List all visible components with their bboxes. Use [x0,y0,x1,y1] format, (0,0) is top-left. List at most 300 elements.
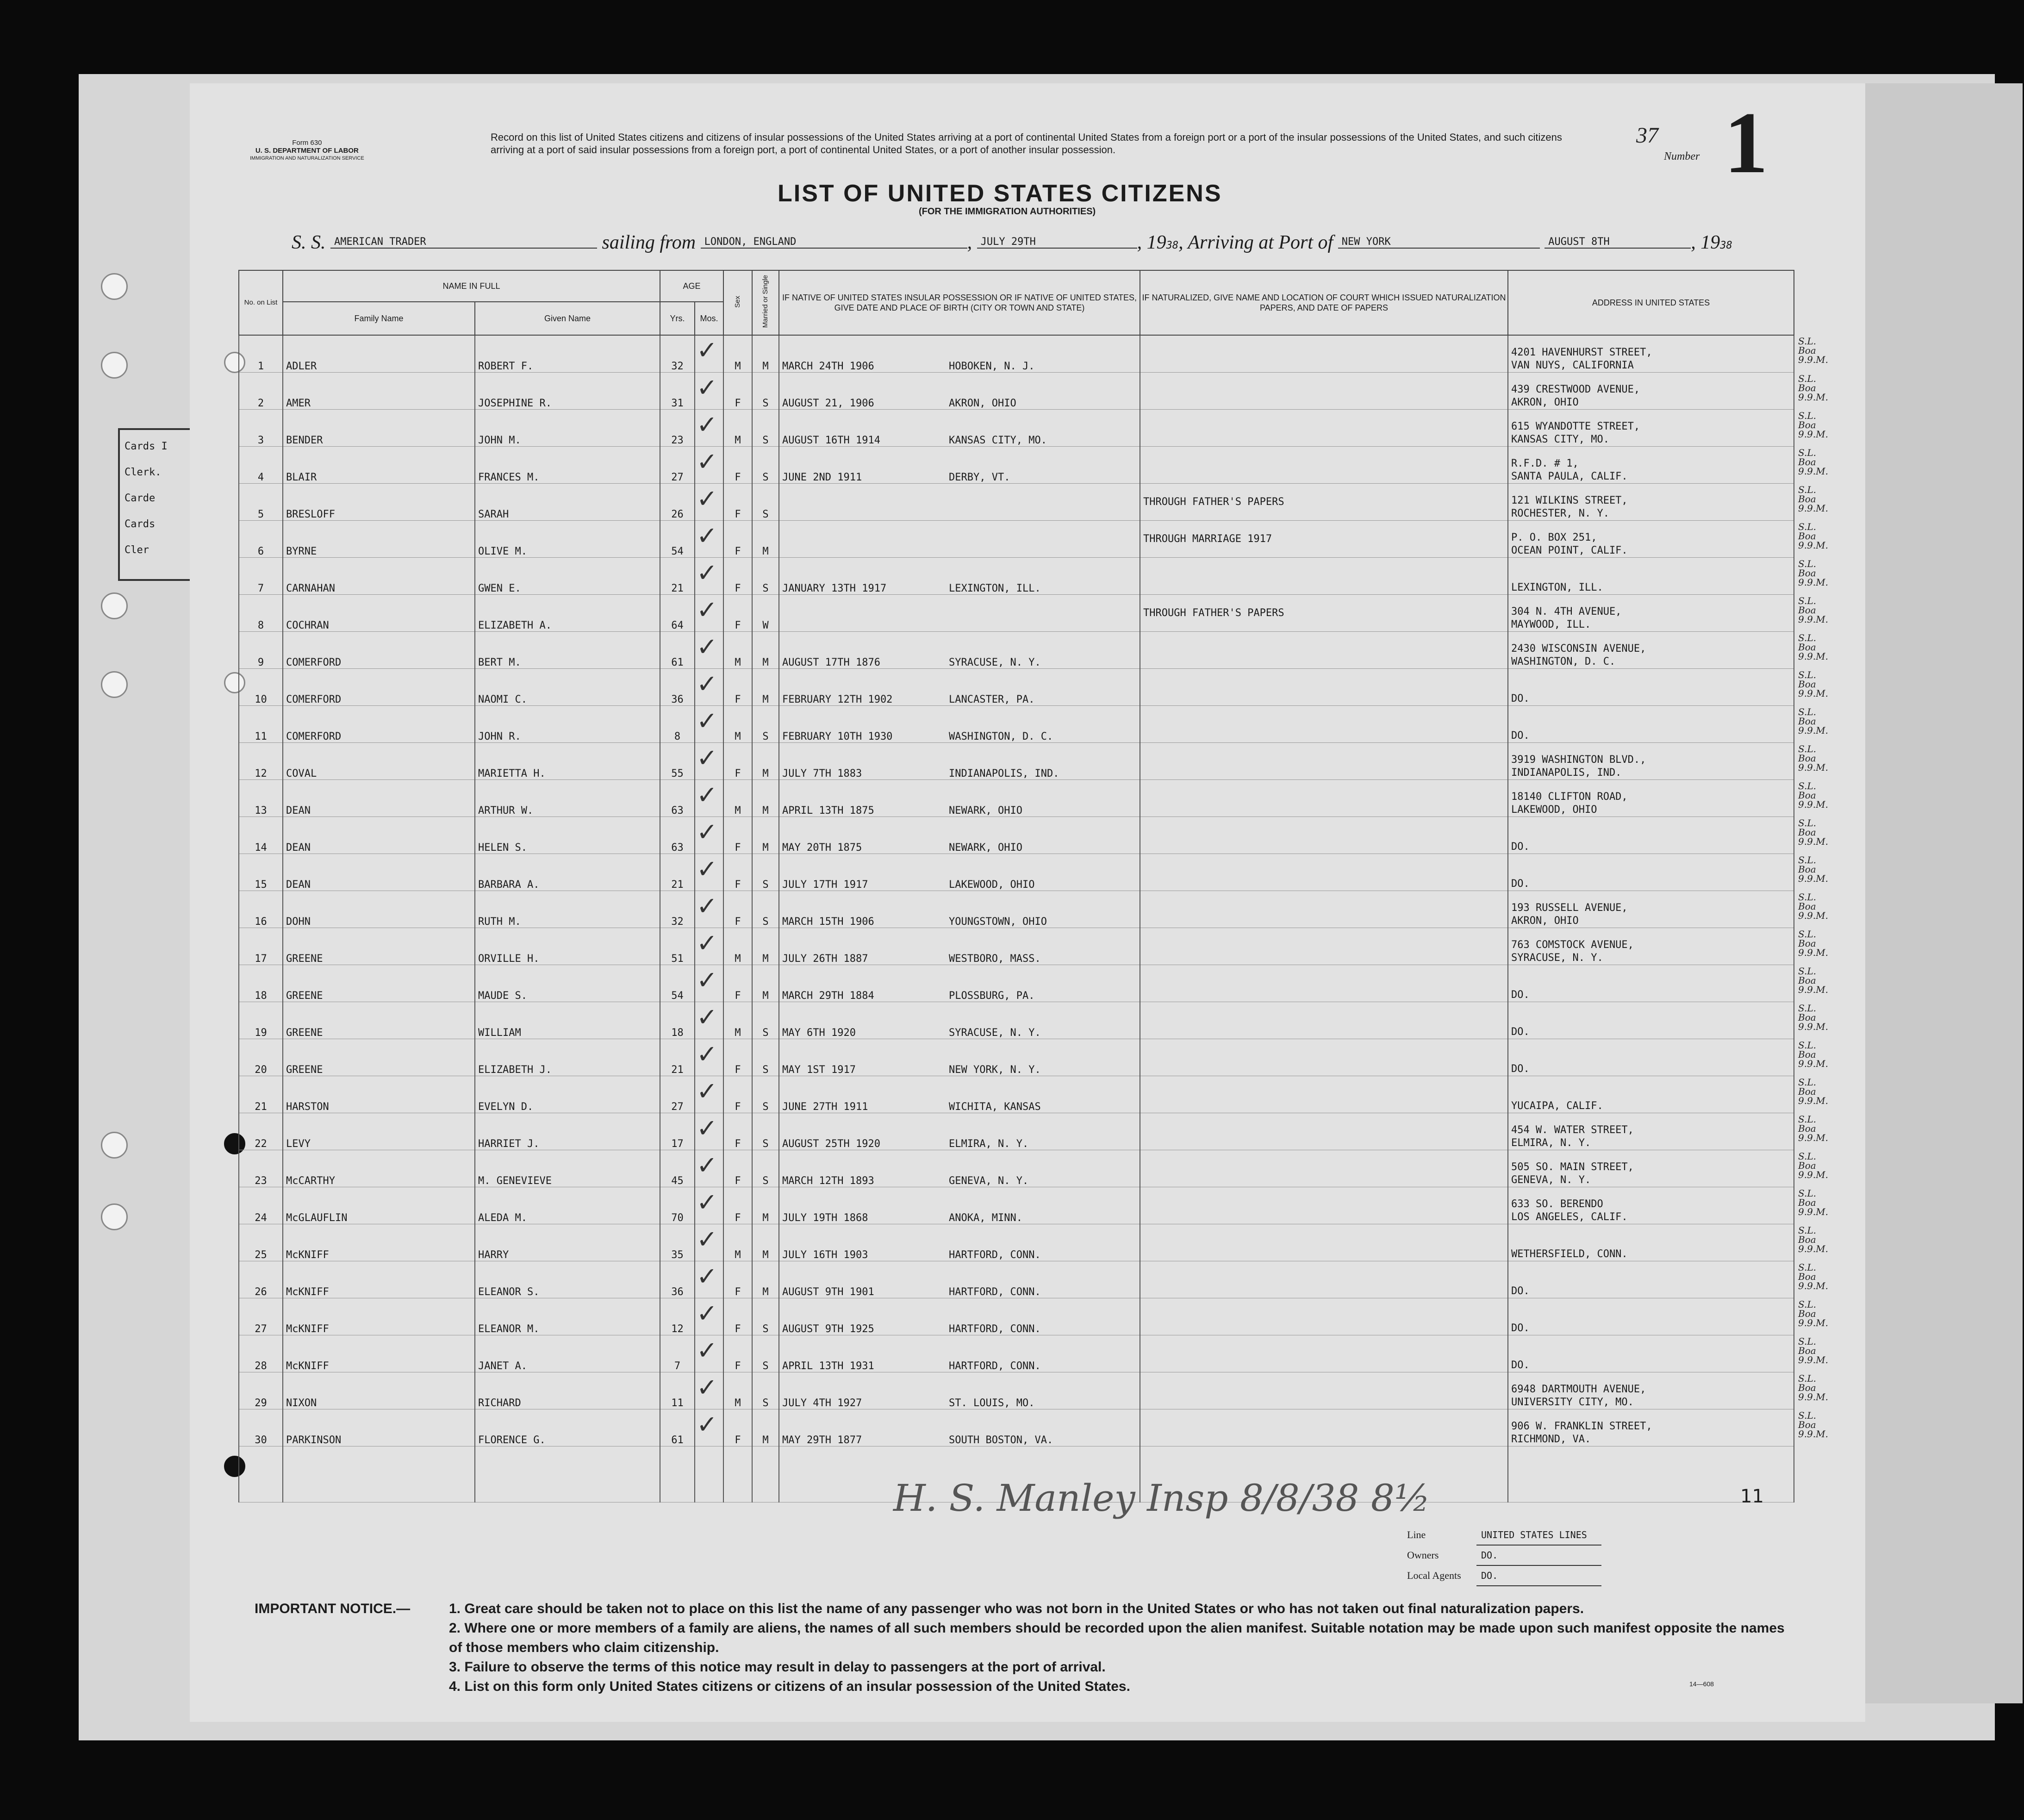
sex-label: Sex [734,295,742,308]
naturalization [1140,1002,1508,1039]
blank-cell [239,1446,283,1502]
given-name: EVELYN D. [475,1076,660,1113]
age-years: 61 [660,1409,695,1446]
col-header-name-in-full: NAME IN FULL [283,270,660,302]
address-line-2: DO. [1511,841,1530,853]
table-row [239,669,1794,706]
address-line-2: KANSAS CITY, MO. [1511,434,1609,445]
address [1508,1076,1794,1113]
sl-notation: S.L. Boa 9.9.M. [1798,854,1828,884]
age-years: 27 [660,447,695,484]
marital-status: S [752,1335,779,1372]
naturalization [1140,928,1508,965]
table-row [239,743,1794,780]
check-mark: ✓ [697,410,718,439]
sex: F [723,1187,752,1224]
address-line-2: VAN NUYS, CALIFORNIA [1511,360,1634,371]
age-years: 36 [660,669,695,706]
birth-date: AUGUST 17TH 1876 [782,657,880,668]
birth-info [779,743,1140,780]
age-years: 27 [660,1076,695,1113]
birth-info [779,1113,1140,1150]
birth-place: INDIANAPOLIS, IND. [949,768,1059,779]
sl-notation: S.L. Boa 9.9.M. [1798,891,1828,921]
row-number: 21 [239,1076,283,1113]
sex: F [723,1076,752,1113]
address [1508,743,1794,780]
col-header-birth: IF NATIVE OF UNITED STATES INSULAR POSSESSION OR IF NATIVE OF UNITED STATES, GIVE DATE AND PLACE OF BIRTH (CITY OR TOWN AND STATE) [779,270,1140,335]
sex: F [723,484,752,521]
address-line-1: P. O. BOX 251, [1511,532,1597,543]
marital-status: S [752,1150,779,1187]
given-name: OLIVE M. [475,521,660,558]
sl-notation: S.L. Boa 9.9.M. [1798,447,1828,477]
row-number: 19 [239,1002,283,1039]
marital-status: S [752,1076,779,1113]
birth-place: HARTFORD, CONN. [949,1249,1041,1261]
sl-notation: S.L. Boa 9.9.M. [1798,1299,1828,1328]
birth-date: MAY 20TH 1875 [782,842,862,854]
table-row [239,1335,1794,1372]
family-name: HARSTON [283,1076,475,1113]
age-years: 32 [660,335,695,373]
birth-info [779,558,1140,595]
address [1508,558,1794,595]
row-number: 5 [239,484,283,521]
address-line-1: 906 W. FRANKLIN STREET, [1511,1421,1652,1432]
address-line-2: DO. [1511,1063,1530,1075]
given-name: ALEDA M. [475,1187,660,1224]
address [1508,780,1794,817]
naturalization [1140,1039,1508,1076]
marital-status: S [752,410,779,447]
marital-status: M [752,965,779,1002]
sex: F [723,965,752,1002]
address [1508,817,1794,854]
given-name: NAOMI C. [475,669,660,706]
birth-info [779,669,1140,706]
family-name: COCHRAN [283,595,475,632]
given-name: FLORENCE G. [475,1409,660,1446]
marital-status: S [752,1372,779,1409]
birth-place: WESTBORO, MASS. [949,953,1041,965]
sex: M [723,1002,752,1039]
sex: F [723,743,752,780]
age-years: 21 [660,558,695,595]
birth-date: JANUARY 13TH 1917 [782,583,887,594]
marital-status: S [752,1298,779,1335]
row-number: 4 [239,447,283,484]
marital-status: S [752,706,779,743]
address [1508,1335,1794,1372]
naturalization: THROUGH MARRIAGE 1917 [1140,521,1508,558]
page-title: LIST OF UNITED STATES CITIZENS [778,180,1222,207]
given-name: JANET A. [475,1335,660,1372]
check-mark: ✓ [697,1410,718,1439]
marital-status: S [752,854,779,891]
sailing-label: sailing from [602,232,696,253]
birth-place: LANCASTER, PA. [949,694,1035,705]
check-mark: ✓ [697,743,718,773]
row-number: 16 [239,891,283,928]
address [1508,410,1794,447]
sex: M [723,928,752,965]
sex: M [723,335,752,373]
address [1508,706,1794,743]
col-header-age: AGE [660,270,723,302]
age-years: 61 [660,632,695,669]
marital-status: M [752,1187,779,1224]
sex: F [723,1113,752,1150]
sl-notation: S.L. Boa 9.9.M. [1798,373,1828,403]
family-name: NIXON [283,1372,475,1409]
naturalization [1140,447,1508,484]
birth-info [779,965,1140,1002]
row-number: 28 [239,1335,283,1372]
stamp-line: Cards I [125,441,168,452]
row-number: 26 [239,1261,283,1298]
age-years: 54 [660,521,695,558]
sl-notation: S.L. Boa 9.9.M. [1798,780,1828,810]
row-number: 17 [239,928,283,965]
birth-date: JULY 16TH 1903 [782,1249,868,1261]
col-header-sex [723,270,752,335]
given-name: ARTHUR W. [475,780,660,817]
check-mark: ✓ [697,1225,718,1254]
address-line-1: 304 N. 4TH AVENUE, [1511,606,1622,617]
check-mark: ✓ [697,854,718,884]
birth-info [779,854,1140,891]
address-line-2: RICHMOND, VA. [1511,1434,1591,1445]
naturalization: THROUGH FATHER'S PAPERS [1140,595,1508,632]
address-line-2: DO. [1511,693,1530,704]
given-name: MAUDE S. [475,965,660,1002]
row-number: 29 [239,1372,283,1409]
given-name: FRANCES M. [475,447,660,484]
family-name: McGLAUFLIN [283,1187,475,1224]
row-number: 11 [239,706,283,743]
birth-info [779,1372,1140,1409]
given-name: BARBARA A. [475,854,660,891]
row-number: 30 [239,1409,283,1446]
address [1508,1039,1794,1076]
line-row [1407,1525,1601,1546]
address [1508,335,1794,373]
line-value: UNITED STATES LINES [1476,1525,1601,1546]
row-number: 10 [239,669,283,706]
birth-place: SOUTH BOSTON, VA. [949,1434,1053,1446]
col-header-given: Given Name [475,302,660,335]
birth-place: YOUNGSTOWN, OHIO [949,916,1047,928]
address [1508,1113,1794,1150]
blank-cell [475,1446,660,1502]
birth-info [779,1150,1140,1187]
birth-place: SYRACUSE, N. Y. [949,657,1041,668]
address-line-1: 2430 WISCONSIN AVENUE, [1511,643,1646,654]
age-years: 18 [660,1002,695,1039]
address-line-2: UNIVERSITY CITY, MO. [1511,1396,1634,1408]
birth-date: AUGUST 21, 1906 [782,398,874,409]
table-row [239,1298,1794,1335]
sl-notation: S.L. Boa 9.9.M. [1798,1410,1828,1440]
naturalization [1140,1076,1508,1113]
address-line-1: 615 WYANDOTTE STREET, [1511,421,1640,432]
punch-hole [101,592,128,619]
address [1508,373,1794,410]
table-row [239,521,1794,558]
naturalization [1140,1298,1508,1335]
address [1508,928,1794,965]
table-row [239,335,1794,373]
sex: M [723,780,752,817]
marital-status: S [752,1002,779,1039]
notice-item: 1. Great care should be taken not to place on this list the name of any passenger who was not born in the United States or who has not taken out final naturalization papers. [449,1601,1584,1616]
address-line-2: SYRACUSE, N. Y. [1511,952,1603,964]
marital-status: M [752,521,779,558]
birth-date: MARCH 24TH 1906 [782,361,874,372]
birth-date: JULY 19TH 1868 [782,1212,868,1224]
birth-info [779,1409,1140,1446]
family-name: BENDER [283,410,475,447]
check-mark: ✓ [697,1077,718,1106]
marital-status: W [752,595,779,632]
marital-status: M [752,1409,779,1446]
birth-place: DERBY, VT. [949,472,1010,483]
birth-info [779,632,1140,669]
check-mark: ✓ [697,1114,718,1143]
agents-label: Local Agents [1407,1570,1461,1581]
naturalization [1140,335,1508,373]
address-line-2: WETHERSFIELD, CONN. [1511,1248,1628,1260]
port-of-departure: LONDON, ENGLAND [701,236,967,249]
birth-info [779,891,1140,928]
birth-date: FEBRUARY 10TH 1930 [782,731,893,742]
sl-notation: S.L. Boa 9.9.M. [1798,1040,1828,1069]
address-line-1: 454 W. WATER STREET, [1511,1124,1634,1136]
family-name: GREENE [283,965,475,1002]
department: U. S. DEPARTMENT OF LABOR [255,147,359,155]
sex: M [723,410,752,447]
address [1508,891,1794,928]
address-line-2: LAKEWOOD, OHIO [1511,804,1597,816]
address-line-2: DO. [1511,1359,1530,1371]
ship-name: AMERICAN TRADER [330,236,597,249]
birth-info [779,335,1140,373]
address-line-2: SANTA PAULA, CALIF. [1511,471,1628,482]
family-name: McKNIFF [283,1335,475,1372]
naturalization [1140,780,1508,817]
age-years: 31 [660,373,695,410]
birth-info [779,928,1140,965]
sex: F [723,558,752,595]
family-name: ADLER [283,335,475,373]
check-mark: ✓ [697,336,718,365]
address-line-2: ELMIRA, N. Y. [1511,1137,1591,1149]
marital-status: M [752,1224,779,1261]
birth-date: MAY 1ST 1917 [782,1064,856,1076]
year-prefix: 19 [1146,232,1166,253]
age-years: 11 [660,1372,695,1409]
address [1508,447,1794,484]
marital-status: S [752,558,779,595]
row-number: 14 [239,817,283,854]
naturalization [1140,669,1508,706]
check-mark: ✓ [697,1151,718,1180]
marital-status: M [752,743,779,780]
sex: F [723,521,752,558]
address-line-1: 6948 DARTMOUTH AVENUE, [1511,1384,1646,1395]
check-mark: ✓ [697,1003,718,1032]
number-label: Number [1664,150,1700,162]
row-number: 3 [239,410,283,447]
year-prefix: 19 [1700,232,1720,253]
naturalization [1140,854,1508,891]
row-number: 1 [239,335,283,373]
address [1508,632,1794,669]
check-mark: ✓ [697,929,718,958]
birth-place: ELMIRA, N. Y. [949,1138,1029,1150]
address [1508,1261,1794,1298]
address-line-1: 121 WILKINS STREET, [1511,495,1628,506]
birth-info [779,1039,1140,1076]
col-header-yrs: Yrs. [660,302,695,335]
row-number: 18 [239,965,283,1002]
sex: M [723,1224,752,1261]
age-years: 36 [660,1261,695,1298]
stamp-line: Carde [125,492,156,504]
given-name: BERT M. [475,632,660,669]
sl-notation: S.L. Boa 9.9.M. [1798,558,1828,588]
arriving-label: Arriving at Port of [1188,232,1333,253]
stamp-line: Cler [125,544,149,556]
given-name: HARRY [475,1224,660,1261]
notice-item: 3. Failure to observe the terms of this notice may result in delay to passengers at the port of arrival. [449,1659,1106,1675]
check-mark: ✓ [697,1373,718,1402]
col-header-address: ADDRESS IN UNITED STATES [1508,270,1794,335]
notice-heading: IMPORTANT NOTICE.— [255,1601,411,1616]
address-line-2: LEXINGTON, ILL. [1511,582,1603,593]
table-row [239,928,1794,965]
address-line-1: 18140 CLIFTON ROAD, [1511,791,1628,803]
age-years: 26 [660,484,695,521]
age-years: 54 [660,965,695,1002]
naturalization [1140,632,1508,669]
sl-notation: S.L. Boa 9.9.M. [1798,1225,1828,1254]
birth-date: JUNE 2ND 1911 [782,472,862,483]
sex: F [723,1298,752,1335]
row-number: 23 [239,1150,283,1187]
birth-date: JULY 26TH 1887 [782,953,868,965]
check-mark: ✓ [697,966,718,995]
birth-date: AUGUST 25TH 1920 [782,1138,880,1150]
family-name: BRESLOFF [283,484,475,521]
check-mark: ✓ [697,706,718,735]
col-header-mos: Mos. [695,302,723,335]
marital-status: M [752,928,779,965]
sex: F [723,447,752,484]
address-line-2: DO. [1511,730,1530,742]
family-name: COMERFORD [283,669,475,706]
table-row [239,1113,1794,1150]
address-line-2: AKRON, OHIO [1511,397,1579,408]
sex: F [723,1409,752,1446]
marital-status: M [752,632,779,669]
table-row [239,484,1794,521]
sl-notation: S.L. Boa 9.9.M. [1798,669,1828,699]
birth-info [779,1298,1140,1335]
sex: F [723,1150,752,1187]
given-name: ELEANOR S. [475,1261,660,1298]
check-mark: ✓ [697,373,718,402]
birth-place: PLOSSBURG, PA. [949,990,1035,1002]
birth-place: WICHITA, KANSAS [949,1101,1041,1113]
birth-place: AKRON, OHIO [949,398,1016,409]
sex: M [723,632,752,669]
sl-notation: S.L. Boa 9.9.M. [1798,410,1828,440]
address [1508,1409,1794,1446]
age-years: 8 [660,706,695,743]
stamp-line: Cards [125,518,156,530]
address-line-2: DO. [1511,989,1530,1001]
table-row [239,373,1794,410]
given-name: JOHN M. [475,410,660,447]
punch-hole [101,1203,128,1230]
address-line-2: DO. [1511,1026,1530,1038]
address-line-1: 4201 HAVENHURST STREET, [1511,347,1652,358]
sl-notation: S.L. Boa 9.9.M. [1798,1114,1828,1143]
naturalization [1140,743,1508,780]
given-name: HELEN S. [475,817,660,854]
voyage-line: S. S. AMERICAN TRADER sailing from LONDON, ENGLAND , JULY 29TH , 1938, Arriving at Port of NEW YORK AUGUST 8TH , 1938 [292,232,1732,253]
marital-status: M [752,780,779,817]
table-row [239,1372,1794,1409]
sl-notation: S.L. Boa 9.9.M. [1798,706,1828,736]
sl-notation: S.L. Boa 9.9.M. [1798,1188,1828,1217]
check-mark: ✓ [697,484,718,513]
address [1508,854,1794,891]
address-line-2: INDIANAPOLIS, IND. [1511,767,1622,779]
address-line-2: DO. [1511,1285,1530,1297]
age-years: 63 [660,780,695,817]
check-mark: ✓ [697,817,718,847]
stamp-line: Clerk. [125,467,162,478]
sl-notation: S.L. Boa 9.9.M. [1798,595,1828,625]
birth-place: KANSAS CITY, MO. [949,435,1047,446]
row-number: 7 [239,558,283,595]
family-name: BLAIR [283,447,475,484]
address [1508,595,1794,632]
table-row [239,1409,1794,1446]
blank-cell [660,1446,695,1502]
birth-info [779,595,1140,632]
birth-date: AUGUST 9TH 1925 [782,1323,874,1335]
sl-notation: S.L. Boa 9.9.M. [1798,1077,1828,1106]
age-years: 70 [660,1187,695,1224]
given-name: WILLIAM [475,1002,660,1039]
birth-place: ST. LOUIS, MO. [949,1397,1035,1409]
age-years: 45 [660,1150,695,1187]
family-name: AMER [283,373,475,410]
arrival-date: AUGUST 8TH [1544,236,1691,249]
address-line-2: GENEVA, N. Y. [1511,1174,1591,1186]
row-number: 22 [239,1113,283,1150]
arrival-year: 38 [1720,240,1732,251]
naturalization [1140,1409,1508,1446]
sex: F [723,1261,752,1298]
port-of-arrival: NEW YORK [1338,236,1540,249]
blank-cell [695,1446,723,1502]
age-years: 32 [660,891,695,928]
